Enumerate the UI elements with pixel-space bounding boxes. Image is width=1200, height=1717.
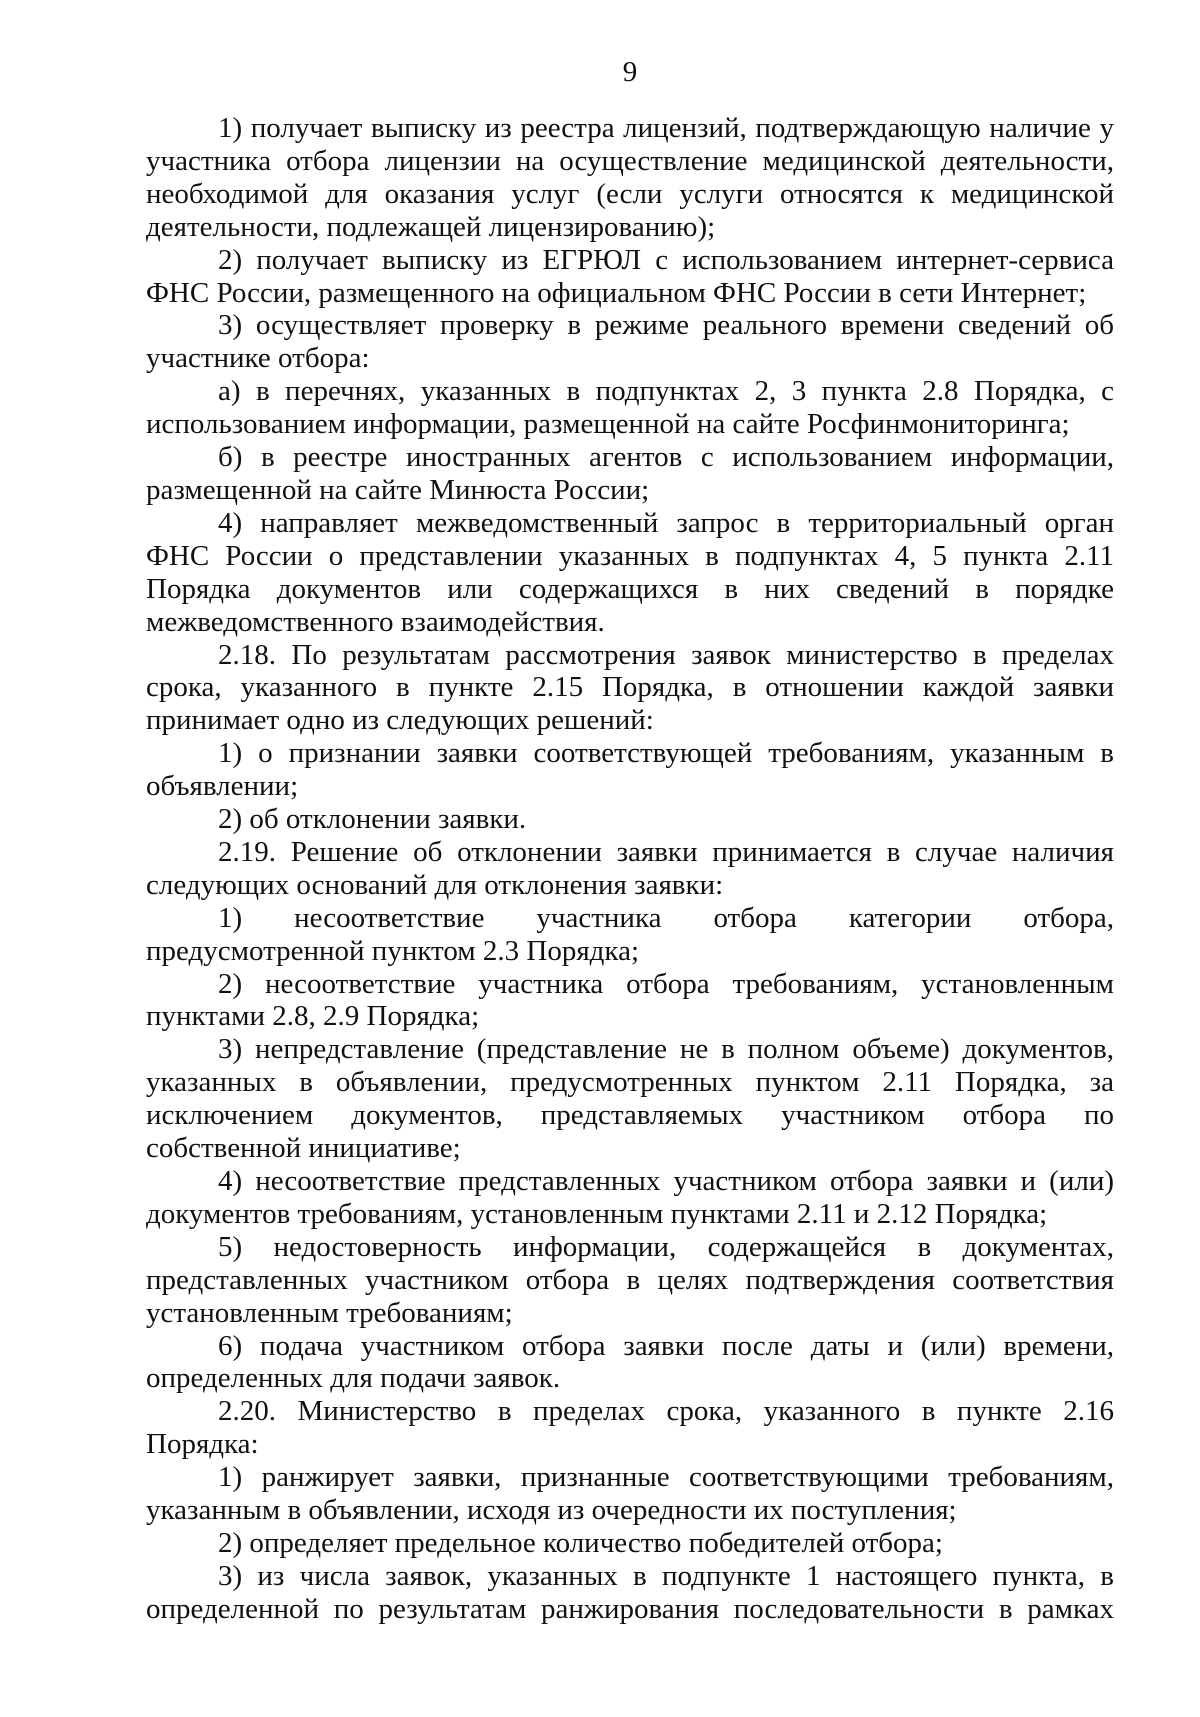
paragraph-winner-limit: 2) определяет предельное количество победителей отбора; <box>218 1526 943 1559</box>
paragraph-section-2-20: 2.20. Министерство в пределах срока, указанного в пункте 2.16 Порядка: <box>146 1395 1114 1461</box>
paragraph-section-2-19: 2.19. Решение об отклонении заявки принимается в случае наличия следующих оснований для отклонения заявки: <box>146 835 1114 901</box>
paragraph-selection-sequence: 3) из числа заявок, указанных в подпункте 1 настоящего пункта, в определенной по результатам ранжирования последовательности в рамках <box>146 1559 1114 1625</box>
paragraph-section-2-18: 2.18. По результатам рассмотрения заявок министерство в пределах срока, указанного в пункте 2.15 Порядка, в отношении каждой заявки принимает одно из следующих решений: <box>146 638 1114 737</box>
paragraph-foreign-agents-register: б) в реестре иностранных агентов с использованием информации, размещенной на сайте Минюста России; <box>146 441 1114 506</box>
paragraph-application-compliant: 1) о признании заявки соответствующей требованиям, указанным в объявлении; <box>146 737 1114 803</box>
paragraph-category-mismatch: 1) несоответствие участника отбора категории отбора, предусмотренной пунктом 2.3 Порядка; <box>146 901 1114 967</box>
paragraph-requirements-mismatch: 2) несоответствие участника отбора требованиям, установленным пунктами 2.8, 2.9 Порядка; <box>146 967 1114 1033</box>
paragraph-interagency-request: 4) направляет межведомственный запрос в территориальный орган ФНС России о представлении указанных в подпунктах 4, 5 пункта 2.11 Порядка документов или содержащихся в них сведений в порядке межведомственного взаимодействия. <box>146 506 1114 638</box>
paragraph-egrul-extract: 2) получает выписку из ЕГРЮЛ с использованием интернет-сервиса ФНС России, размещенного на официальном ФНС России в сети Интернет; <box>146 243 1114 309</box>
paragraph-application-rejected: 2) об отклонении заявки. <box>218 803 527 836</box>
paragraph-license-extract: 1) получает выписку из реестра лицензий, подтверждающую наличие у участника отбора лицензии на осуществление медицинской деятельности, необходимой для оказания услуг (если услуги относятся к медицинской деятельности, подлежащей лицензированию); <box>146 112 1114 243</box>
paragraph-documents-not-submitted: 3) непредставление (представление не в полном объеме) документов, указанных в объявлении, предусмотренных пунктом 2.11 Порядка, за исключением документов, представляемых участником отбора по собственной инициативе; <box>146 1033 1114 1165</box>
paragraph-ranking: 1) ранжирует заявки, признанные соответствующими требованиям, указанным в объявлении, исходя из очередности их поступления; <box>146 1461 1114 1527</box>
paragraph-late-submission: 6) подача участником отбора заявки после даты и (или) времени, определенных для подачи заявок. <box>146 1329 1114 1395</box>
document-body <box>146 112 1114 1626</box>
paragraph-documents-noncompliance: 4) несоответствие представленных участником отбора заявки и (или) документов требованиям, установленным пунктами 2.11 и 2.12 Порядка; <box>146 1165 1114 1230</box>
paragraph-real-time-check: 3) осуществляет проверку в режиме реального времени сведений об участнике отбора: <box>146 309 1114 375</box>
page-number: 9 <box>622 56 638 88</box>
paragraph-rosfinmonitoring-lists: а) в перечнях, указанных в подпунктах 2, 3 пункта 2.8 Порядка, с использованием информации, размещенной на сайте Росфинмониторинга; <box>146 375 1114 441</box>
paragraph-unreliable-information: 5) недостоверность информации, содержащейся в документах, представленных участником отбора в целях подтверждения соответствия установленным требованиям; <box>146 1230 1114 1329</box>
